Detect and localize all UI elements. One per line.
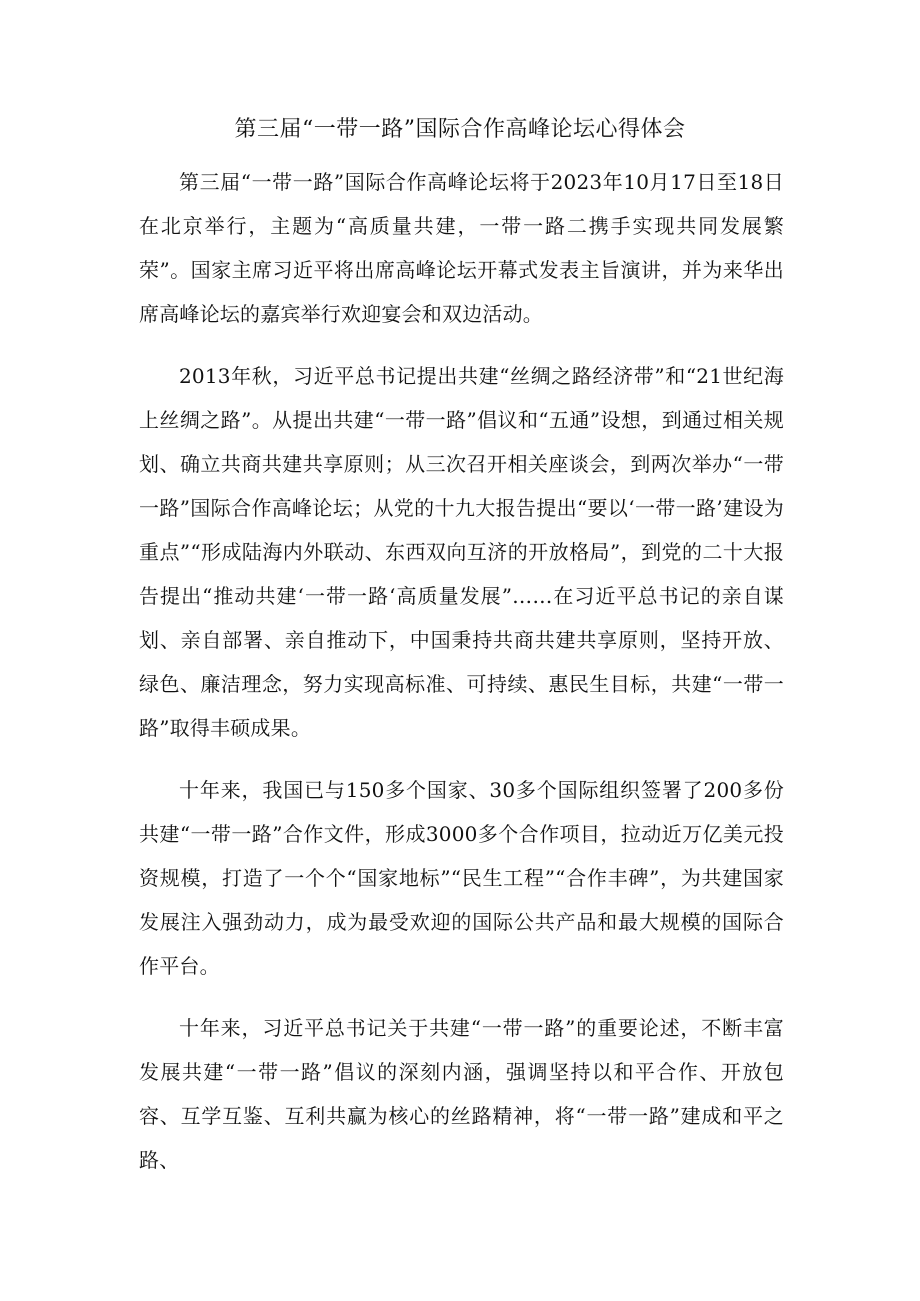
- paragraph-3: 十年来，我国已与150多个国家、30多个国际组织签署了200多份共建“一带一路”合作文件，形成3000多个合作项目，拉动近万亿美元投资规模，打造了一个个“国家地标”“民生工程”“合作丰碑”，为共建国家发展注入强劲动力，成为最受欢迎的国际公共产品和最大规模的国际合作平台。: [139, 778, 784, 978]
- document-title: 第三届“一带一路”国际合作高峰论坛心得体会: [234, 117, 686, 142]
- document-body: [139, 160, 784, 1200]
- paragraph-4: 十年来，习近平总书记关于共建“一带一路”的重要论述，不断丰富发展共建“一带一路”倡议的深刻内涵，强调坚持以和平合作、开放包容、互学互鉴、互利共赢为核心的丝路精神，将“一带一路”建成和平之路、: [139, 1016, 784, 1172]
- paragraph-1: 第三届“一带一路”国际合作高峰论坛将于2023年10月17日至18日在北京举行，主题为“高质量共建，一带一路二携手实现共同发展繁荣”。国家主席习近平将出席高峰论坛开幕式发表主旨演讲，并为来华出席高峰论坛的嘉宾举行欢迎宴会和双边活动。: [139, 170, 784, 326]
- paragraph-2: 2013年秋，习近平总书记提出共建“丝绸之路经济带”和“21世纪海上丝绸之路”。从提出共建“一带一路”倡议和“五通”设想，到通过相关规划、确立共商共建共享原则；从三次召开相关座谈会，到两次举办“一带一路”国际合作高峰论坛；从党的十九大报告提出“要以‘一带一路’建设为重点”“形成陆海内外联动、东西双向互济的开放格局”，到党的二十大报告提出“推动共建‘一带一路‘高质量发展”……在习近平总书记的亲自谋划、亲自部署、亲自推动下，中国秉持共商共建共享原则，坚持开放、绿色、廉洁理念，努力实现高标准、可持续、惠民生目标，共建“一带一路”取得丰硕成果。: [139, 364, 784, 740]
